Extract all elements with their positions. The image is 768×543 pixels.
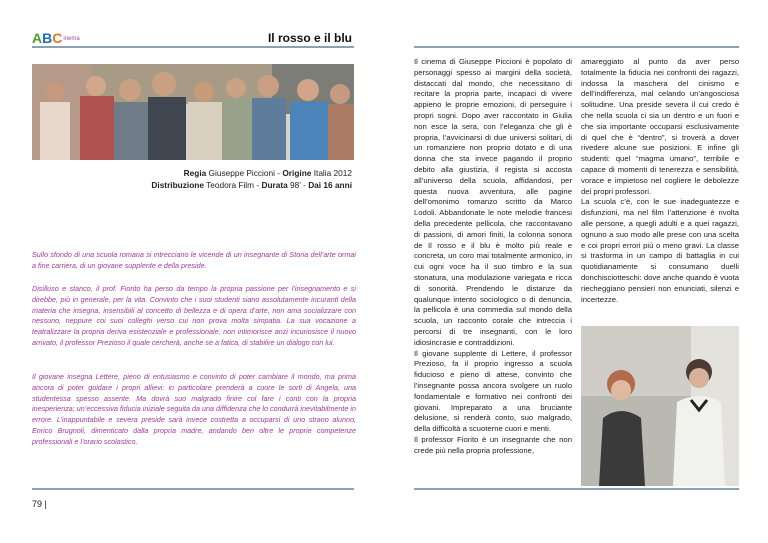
credit-origin: Italia 2012 — [313, 168, 352, 178]
credit-separator: - — [274, 168, 283, 178]
article-paragraph: amareggiato al punto da aver perso totalmente la fiducia nei confronti dei ragazzi, indossa la maschera del cinismo e dell’indifferenza, mal celando un’angosciosa solitudine. Una preside severa il cui credo è che nella scuola ci sia un dentro e un fuori e che sia importante occuparsi esclusivamente di quel che è “dentro”, si troverà a dover rivedere alcune sue posizioni. E infine gli studenti: quel “magma umano”, terribile e capace di momenti di tenerezza e sensibilità, vorace e impietoso nel cogliere le debolezze dei propri professori. — [581, 57, 739, 196]
bottom-rule — [414, 488, 739, 490]
logo-letter-a: A — [32, 30, 43, 46]
right-page — [384, 0, 768, 543]
credit-director: Giuseppe Piccioni — [208, 168, 275, 178]
credit-separator: - — [254, 180, 262, 190]
credits-line-1 — [32, 167, 352, 179]
credit-label-duration: Durata — [261, 180, 288, 190]
article-paragraph: Il giovane supplente di Lettere, il professor Prezioso, fa il proprio ingresso a scuola fiducioso e pieno di attese, convinto che l’insegnante possa ancora svolgere un ruolo fondamentale e formativo nei confronti dei giovani. Impreparato a una bruciante delusione, si renderà conto, suo malgrado, della difficoltà a scuoterne cuori e menti. — [414, 348, 572, 434]
abc-cinema-logo — [32, 30, 80, 46]
page-number: 79 | — [32, 499, 47, 509]
film-still-classroom — [581, 326, 739, 486]
logo-letter-c: C — [52, 30, 63, 46]
film-credits — [32, 167, 352, 191]
top-rule — [32, 46, 354, 48]
credit-separator: - — [300, 180, 309, 190]
article-paragraph: La scuola c’è, con le sue inadeguatezze e disfunzioni, ma nel film l’attenzione è rivolta alle persone, a quegli adulti e a quei ragazzi, ognuno a suo modo alle prese con una scelta e coi propri errori più o meno gravi. La classe si trasforma in un campo di battaglia in cui quotidianamente si consumano duelli donchisciotteschi: dove anche quando è vuota riecheggiano pensieri non enunciati, silenzi e incertezze. — [581, 197, 739, 304]
credit-label-origin: Origine — [282, 168, 312, 178]
credit-distribution: Teodora Film — [206, 180, 255, 190]
article-column-1 — [414, 57, 572, 456]
synopsis-paragraph-3: Il giovane insegna Lettere, pieno di entusiasmo e convinto di poter cambiare il mondo, ma prima ancora di poter guidare i propri allievi: in particolare prenderà a cuore le sorti di Angela, una studentessa spesso assente. Ma dovrà suo malgrado finire col fare i conti con la propria inesperienza; un’eccessiva fiducia iniziale seguita da una diffidenza che lo condurrà inevitabilmente in errore. L’inappuntabile e severa preside sarà invece costretta a occuparsi di uno strano alunno, Enrico Brugnoli, dimenticato dalla propria madre, andando ben oltre le proprie competenze professionali e l’orario scolastico. — [32, 372, 356, 446]
credit-duration: 98’ — [290, 180, 301, 190]
synopsis-paragraph-2: Disilluso e stanco, il prof. Fiorito ha perso da tempo la propria passione per l’insegnamento e si direbbe, più in generale, per la vita. Convinto che i suoi studenti siano assolutamente incuranti della materia che insegna, insensibili al concetto di bellezza e di opera d’arte, non ama socializzare con nessuno, neppure coi suoi colleghi verso cui non prova molta simpatia. La sua vocazione a teatralizzare la propria deriva esistenziale e professionale, non intimorisce anzi incuriosisce il nuovo arrivato, il professor Prezioso il quale cercherà, anche se a fatica, di stabilire un dialogo con lui. — [32, 284, 356, 347]
page-title: Il rosso e il blu — [267, 31, 352, 45]
credit-label-director: Regia — [183, 168, 207, 178]
logo-suffix: inema — [63, 36, 80, 42]
credits-line-2 — [32, 179, 352, 191]
article-column-2 — [581, 57, 739, 305]
logo-letter-b: B — [42, 30, 53, 46]
article-paragraph: Il cinema di Giuseppe Piccioni è popolato di personaggi spesso ai margini della società, distaccati dal mondo, che necessitano di recitare la propria parte, incapaci di vivere appieno le proprie emozioni, di perseguire i propri sogni. Dopo aver raccontato in Giulia non esce la sera, con l’eleganza che gli è propria, l’avvicinarsi di due universi solitari, di un romanziere non proprio dotato e di una donna che sta invece pagando il proprio debito alla giustizia, il regista si accosta all’universo della scuola, affidandosi, per questa nuova avventura, alle pagine dell’omonimo romanzo scritto da Marco Lodoli. Abbandonate le note melodie francesi della precedente pellicola, che raccontavano di passioni, di amori finiti, la colonna sonora de Il rosso e il blu è molto più reale e concreta, un coro mai totalmente armonico, in cui ogni voce ha il suo timbro e la sua stonatura, una modulazione variegata e ricca di sonorità. Prendendo le distanze da qualunque intento sociologico o di denuncia, la pellicola è una commedia sul mondo della scuola, un racconto corale che intreccia i percorsi di tre insegnanti, con le loro idiosincrasie e contraddizioni. — [414, 57, 572, 347]
credit-age-rating: Dai 16 anni — [308, 180, 352, 190]
film-still-students — [32, 64, 354, 160]
bottom-rule — [32, 488, 354, 490]
top-rule — [414, 46, 739, 48]
article-paragraph: Il professor Fiorito è un insegnante che non crede più nella propria professione, — [414, 434, 572, 455]
credit-label-distribution: Distribuzione — [151, 180, 204, 190]
synopsis-intro: Sullo sfondo di una scuola romana si intrecciano le vicende di un insegnante di Storia dell’arte ormai a fine carriera, di un giovane supplente e della preside. — [32, 250, 356, 270]
